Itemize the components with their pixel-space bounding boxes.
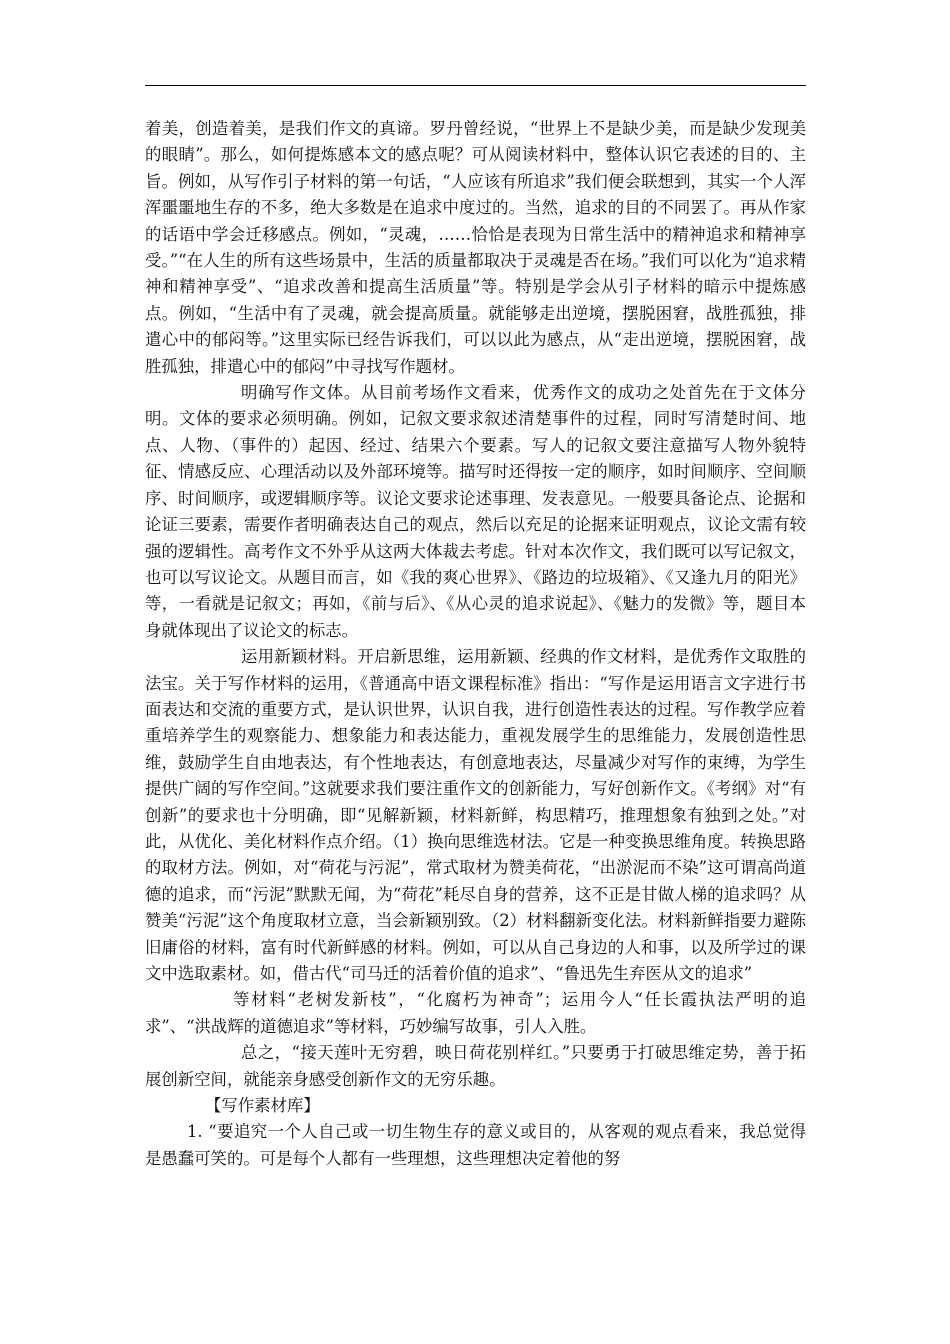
paragraph-materials: 运用新颖材料。开启新思维，运用新颖、经典的作文材料，是优秀作文取胜的法宝。关于写作材料的运用，《普通高中语文课程标准》指出：“写作是运用语言文字进行书面表达和交流的重要方式，是认识世界，认识自我，进行创造性表达的过程。写作教学应着重培养学生的观察能力、想象能力和表达能力，重视发展学生的思维能力，发展创造性思维，鼓励学生自由地表达，有个性地表达，有创意地表达，尽量减少对写作的束缚，为学生提供广阔的写作空间。”这就要求我们要注重作文的创新能力，写好创新作文。《考纲》对“有创新”的要求也十分明确，即“见解新颖，材料新鲜，构思精巧，推理想象有独到之处。”对此，从优化、美化材料作点介绍。（1）换向思维选材法。它是一种变换思维角度。转换思路的取材方法。例如，对“荷花与污泥”，常式取材为赞美荷花，“出淤泥而不染”这可谓高尚道德的追求，而“污泥”默默无闻，为“荷花”耗尽自身的营养，这不正是甘做人梯的追求吗？从赞美“污泥”这个角度取材立意，当会新颖别致。（2）材料翻新变化法。材料新鲜指要力避陈旧庸俗的材料，富有时代新鲜感的材料。例如，可以从自己身边的人和事，以及所学过的课文中选取素材。如，借古代“司马迁的活着价值的追求”、“鲁迅先生弃医从文的追求” — [145, 647, 806, 983]
list-item: 1. “要追究一个人自己或一切生物生存的意义或目的，从客观的观点看来，我总觉得是愚蠢可笑的。可是每个人都有一些理想，这些理想决定着他的努 — [145, 1122, 806, 1168]
header-rule — [145, 85, 806, 86]
paragraph-materials-cont: 等材料“老树发新枝”，“化腐朽为神奇”；运用今人“任长霞执法严明的追求”、“洪战辉的道德追求”等材料，巧妙编写故事，引人入胜。 — [145, 990, 806, 1036]
paragraph-genre: 明确写作文体。从目前考场作文看来，优秀作文的成功之处首先在于文体分明。文体的要求必须明确。例如，记叙文要求叙述清楚事件的过程，同时写清楚时间、地点、人物、（事件的）起因、经过、结果六个要素。写人的记叙文要注意描写人物外貌特征、情感反应、心理活动以及外部环境等。描写时还得按一定的顺序，如时间顺序、空间顺序、时间顺序，或逻辑顺序等。议论文要求论述事理、发表意见。一般要具备论点、论据和论证三要素，需要作者明确表达自己的观点，然后以充足的论据来证明观点，议论文需有较强的逻辑性。高考作文不外乎从这两大体裁去考虑。针对本次作文，我们既可以写记叙文，也可以写议论文。从题目而言，如《我的爽心世界》、《路边的垃圾箱》、《又逢九月的阳光》等，一看就是记叙文；再如，《前与后》、《从心灵的追求说起》、《魅力的发微》等，题目本身就体现出了议论文的标志。 — [145, 383, 806, 640]
paragraph-continuation: 着美，创造着美，是我们作文的真谛。罗丹曾经说，“世界上不是缺少美，而是缺少发现美的眼睛”。那么，如何提炼感本文的感点呢？可从阅读材料中，整体认识它表述的目的、主旨。例如，从写作引子材料的第一句话，“人应该有所追求”我们便会联想到，其实一个人浑浑噩噩地生存的不多，绝大多数是在追求中度过的。当然，追求的目的不同罢了。再从作家的话语中学会迁移感点。例如，“灵魂，……恰恰是表现为日常生活中的精神追求和精神享受。”“在人生的所有这些场景中，生活的质量都取决于灵魂是否在场。”我们可以化为“追求精神和精神享受”、“追求改善和提高生活质量”等。特别是学会从引子材料的暗示中提炼感点。例如，“生活中有了灵魂，就会提高质量。就能够走出逆境，摆脱困窘，战胜孤独，排遣心中的郁闷等。”这里实际已经告诉我们，可以以此为感点，从“走出逆境，摆脱困窘，战胜孤独，排遣心中的郁闷”中寻找写作题材。 — [145, 119, 806, 376]
document-body — [145, 116, 806, 1172]
section-heading: 【写作素材库】 — [205, 1096, 320, 1116]
paragraph-summary: 总之，“接天莲叶无穷碧，映日荷花别样红。”只要勇于打破思维定势，善于拓展创新空间，就能亲身感受创新作文的无穷乐趣。 — [145, 1043, 806, 1089]
